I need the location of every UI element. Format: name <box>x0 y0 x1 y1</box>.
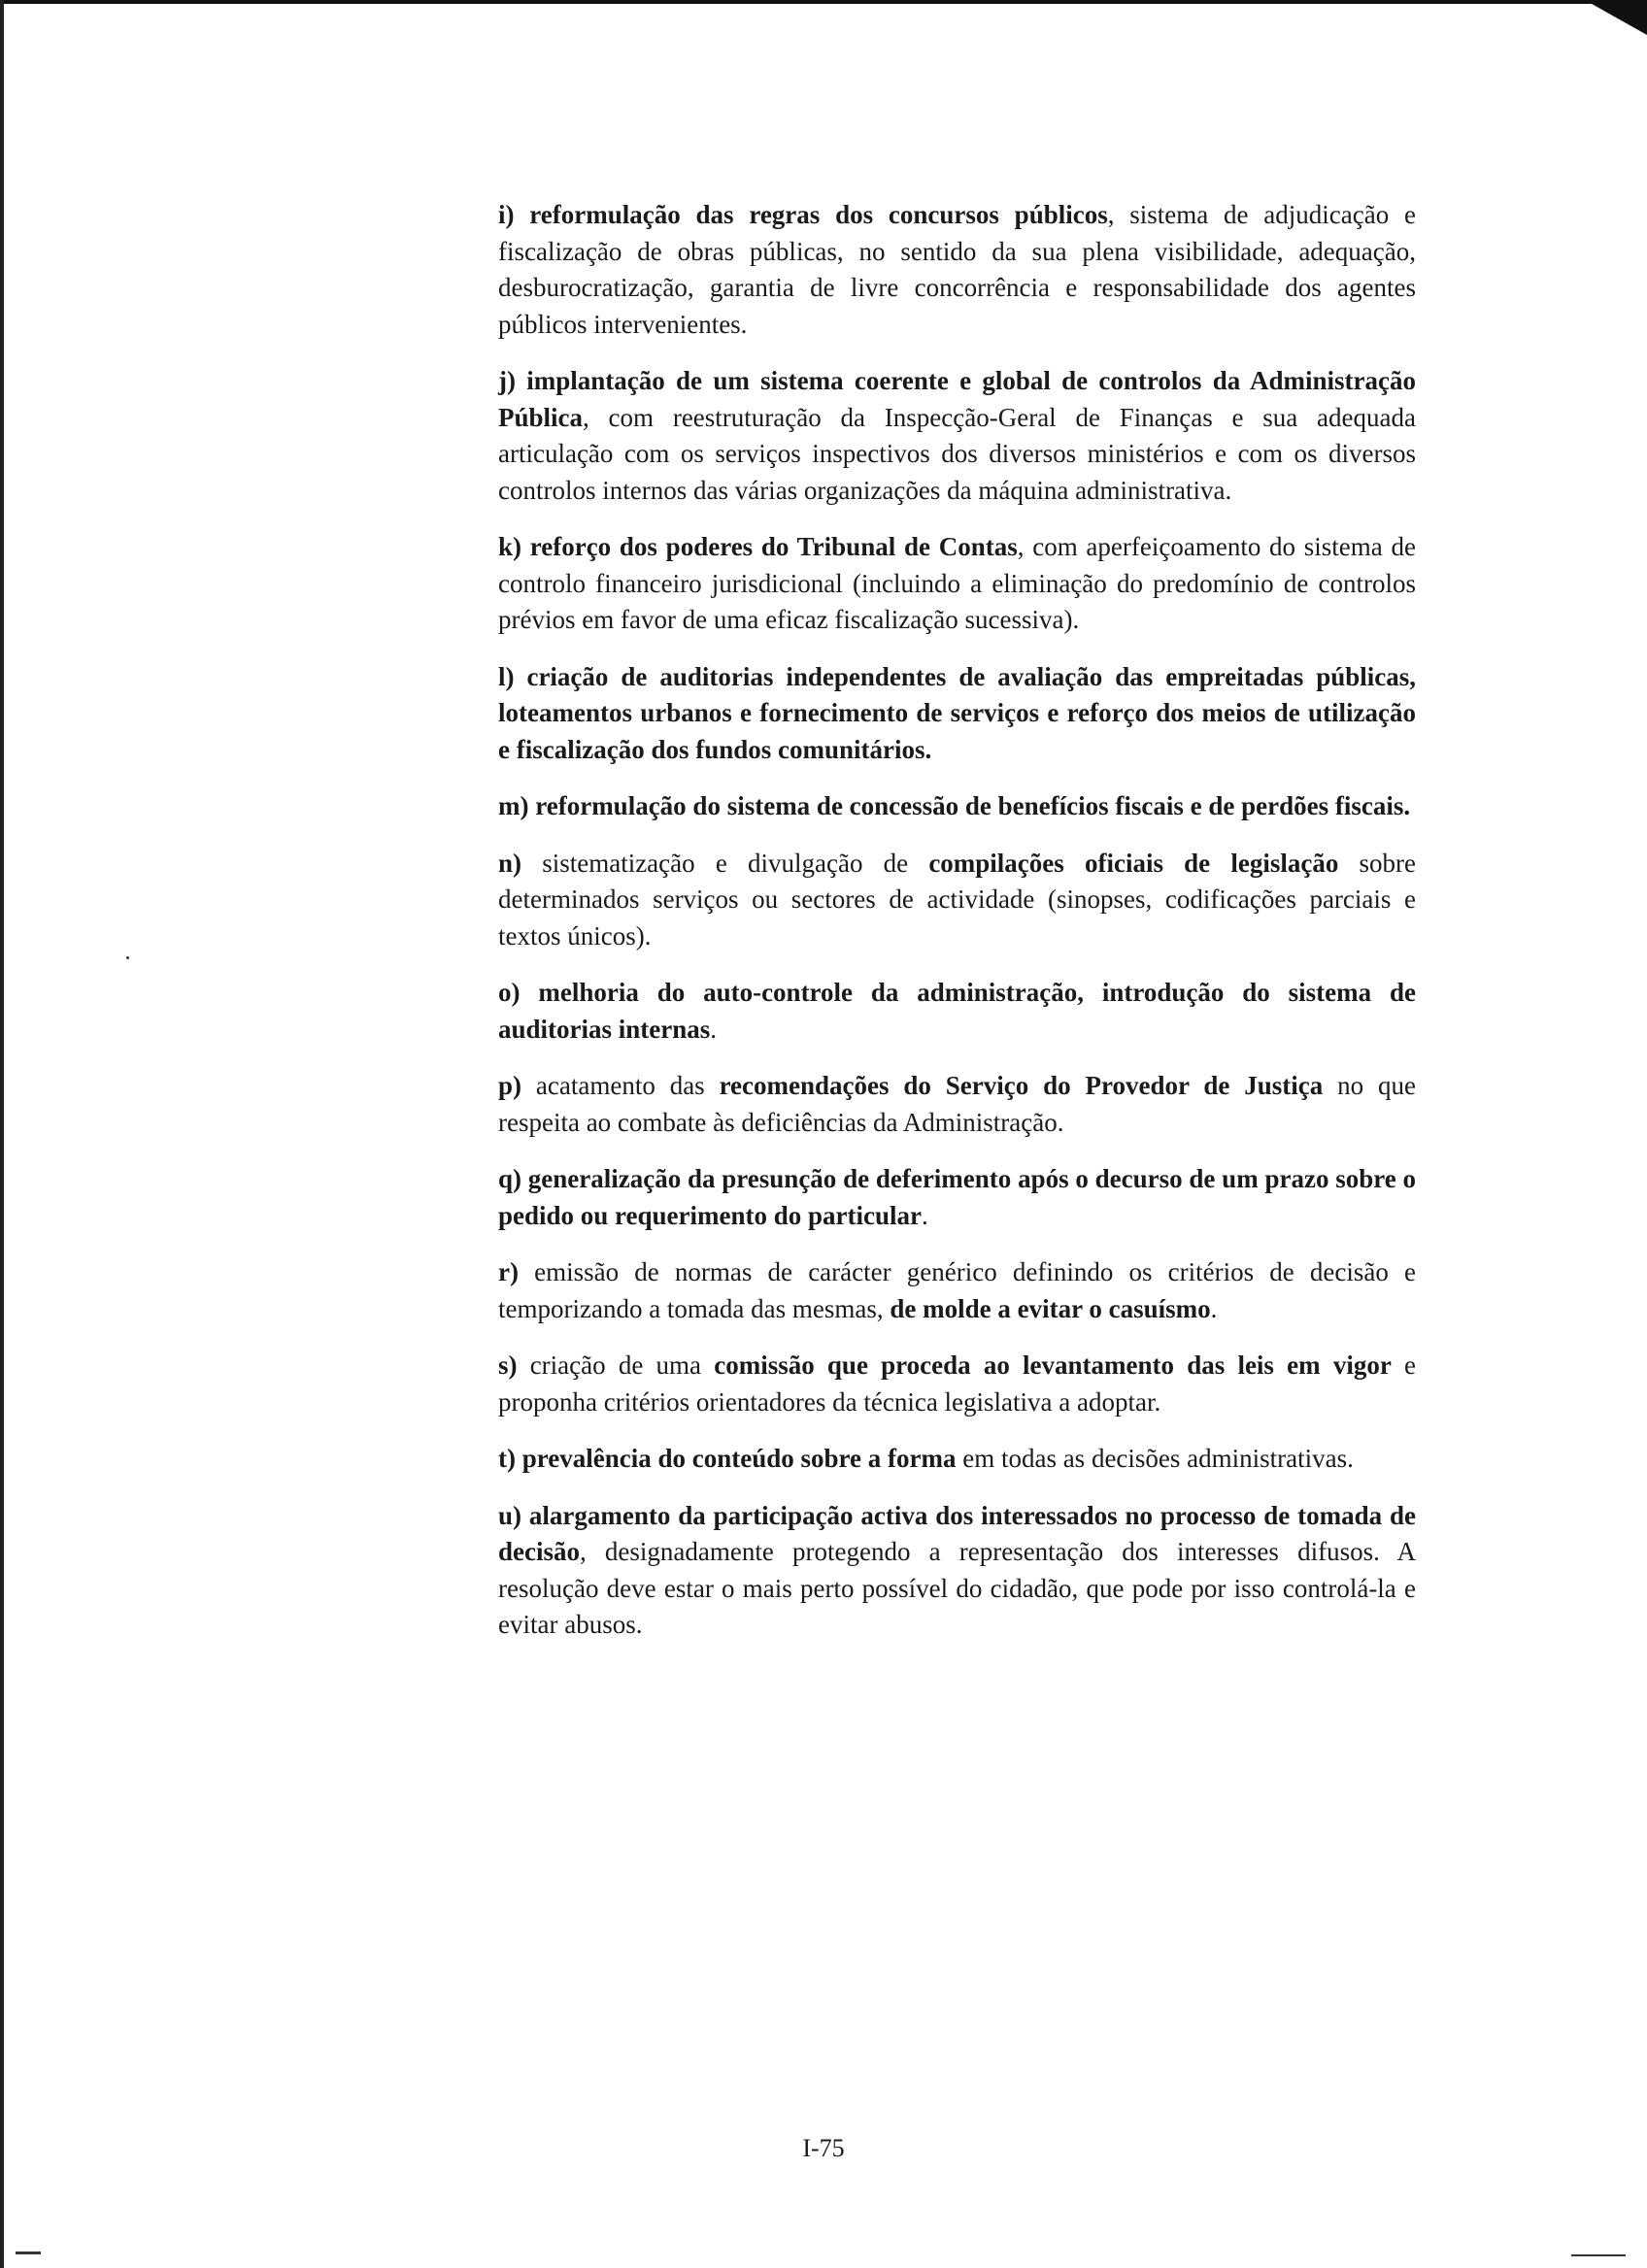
scan-mark-bottom-right <box>1571 2254 1626 2256</box>
scan-speck <box>126 956 129 959</box>
item-text: , com aperfeiçoamento do sistema de controlo financeiro jurisdicional (incluindo a eliminação do predomínio de controlos prévios em favor de uma eficaz fiscalização sucessiva). <box>498 532 1416 634</box>
item-bold-text: l) criação de auditorias independentes de avaliação das empreitadas públicas, loteamentos urbanos e fornecimento de serviços e reforço dos meios de utilização e fiscalização dos fundos comunitários. <box>498 661 1416 764</box>
item-text: no que respeita ao combate às deficiências da Administração. <box>498 1071 1417 1137</box>
item-bold-text: de molde a evitar o casuísmo <box>890 1293 1211 1323</box>
item-text: em todas as decisões administrativas. <box>956 1444 1354 1473</box>
list-item-q <box>498 1161 1416 1234</box>
scan-border-top <box>0 0 1593 4</box>
item-bold-text: s) <box>498 1351 518 1380</box>
item-text: , sistema de adjudicação e fiscalização de obras públicas, no sentido da sua plena visibilidade, adequação, desburocratização, garantia de livre concorrência e responsabilidade dos agentes públicos intervenientes. <box>498 200 1416 339</box>
page-number: I-75 <box>802 2134 845 2162</box>
item-text: . <box>922 1200 928 1230</box>
list-item-j <box>498 363 1416 509</box>
list-item-k <box>498 529 1416 639</box>
item-bold-text: o) melhoria do auto-controle da administração, introdução do sistema de auditorias internas <box>498 978 1416 1044</box>
item-bold-text: m) reformulação do sistema de concessão de benefícios fiscais e de perdões fiscais. <box>498 791 1411 820</box>
item-text: sistematização e divulgação de <box>521 848 929 878</box>
scan-corner-mark <box>1585 0 1647 35</box>
list-item-l <box>498 659 1416 769</box>
item-text: , designadamente protegendo a representação dos interesses difusos. A resolução deve estar o mais perto possível do cidadão, que pode por isso controlá-la e evitar abusos. <box>498 1537 1416 1639</box>
item-bold-text: comissão que proceda ao levantamento das leis em vigor <box>714 1351 1392 1380</box>
list-item-i <box>498 197 1416 343</box>
item-bold-text: r) <box>498 1257 519 1286</box>
list-item-o <box>498 975 1416 1048</box>
item-text: acatamento das <box>521 1071 720 1100</box>
list-item-n <box>498 846 1416 955</box>
item-text: , com reestruturação da Inspecção-Geral de Finanças e sua adequada articulação com os serviços inspectivos dos diversos ministérios e com os diversos controlos internos das várias organizações da máquina administrativa. <box>498 402 1416 505</box>
scan-border-left <box>0 0 4 2268</box>
item-text: criação de uma <box>517 1351 715 1380</box>
item-bold-text: compilações oficiais de legislação <box>928 848 1339 878</box>
item-bold-text: n) <box>498 848 522 878</box>
item-bold-text: k) reforço dos poderes do Tribunal de Contas <box>498 532 1018 561</box>
item-bold-text: p) <box>498 1071 522 1100</box>
list-item-u <box>498 1498 1416 1644</box>
document-body <box>498 197 1416 1664</box>
item-bold-text: i) reformulação das regras dos concursos públicos <box>498 200 1108 229</box>
item-bold-text: t) prevalência do conteúdo sobre a forma <box>498 1444 957 1473</box>
list-item-r <box>498 1254 1416 1327</box>
item-text: emissão de normas de carácter genérico definindo os critérios de decisão e temporizando a tomada das mesmas, <box>498 1257 1416 1323</box>
item-bold-text: q) generalização da presunção de deferimento após o decurso de um prazo sobre o pedido ou requerimento do particular <box>498 1164 1416 1230</box>
list-item-m <box>498 788 1416 825</box>
item-text: . <box>710 1014 718 1044</box>
item-bold-text: j) implantação de um sistema coerente e global de controlos da Administração Pública <box>498 366 1416 432</box>
item-text: . <box>1210 1293 1218 1323</box>
item-text: sobre determinados serviços ou sectores de actividade (sinopses, codificações parciais e textos únicos). <box>498 848 1416 951</box>
list-item-s <box>498 1348 1416 1420</box>
item-text: e proponha critérios orientadores da técnica legislativa a adoptar. <box>498 1351 1416 1417</box>
list-item-t <box>498 1441 1416 1478</box>
scan-mark-bottom-left <box>16 2251 41 2254</box>
item-bold-text: u) alargamento da participação activa dos interessados no processo de tomada de decisão <box>498 1500 1416 1566</box>
list-item-p <box>498 1068 1416 1141</box>
item-bold-text: recomendações do Serviço do Provedor de Justiça <box>719 1071 1324 1100</box>
